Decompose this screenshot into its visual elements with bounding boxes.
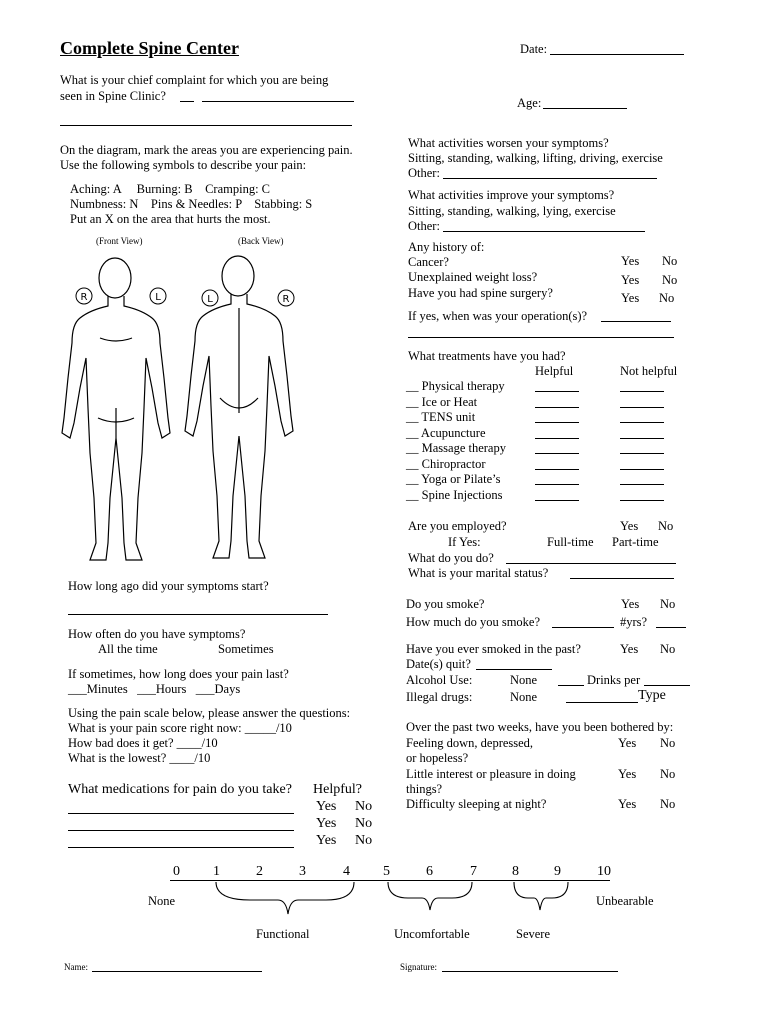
cancer-yes[interactable]: Yes bbox=[621, 254, 640, 268]
dates-quit-field[interactable] bbox=[476, 669, 552, 670]
weight-loss-q: Unexplained weight loss? bbox=[408, 270, 538, 284]
treatment-not-helpful-field[interactable] bbox=[620, 453, 664, 454]
treatment-helpful-field[interactable] bbox=[535, 500, 579, 501]
little-interest-q2: things? bbox=[406, 782, 443, 796]
medication-field-1[interactable] bbox=[68, 813, 294, 814]
medications-q: What medications for pain do you take? bbox=[68, 782, 292, 797]
spine-surgery-no[interactable]: No bbox=[659, 291, 675, 305]
chief-complaint-field-2[interactable] bbox=[60, 125, 352, 126]
treatment-helpful-field[interactable] bbox=[535, 469, 579, 470]
feeling-down-q2: or hopeless? bbox=[406, 751, 469, 765]
back-body-figure bbox=[185, 256, 293, 558]
what-do-q: What do you do? bbox=[408, 551, 494, 565]
helpful-col-header: Helpful bbox=[535, 364, 574, 378]
duration-options[interactable]: ___Minutes ___Hours ___Days bbox=[68, 682, 241, 696]
age-field[interactable] bbox=[543, 108, 627, 109]
diagram-instruction-1: On the diagram, mark the areas you are experiencing pain. bbox=[60, 143, 353, 157]
age-label: Age: bbox=[517, 96, 542, 110]
scale-number[interactable]: 4 bbox=[343, 864, 350, 879]
drinks-per-label: Drinks per bbox=[587, 673, 641, 687]
employed-yes[interactable]: Yes bbox=[620, 519, 639, 533]
pain-worst-q[interactable]: How bad does it get? ____/10 bbox=[68, 736, 218, 750]
illegal-drugs-q: Illegal drugs: bbox=[406, 690, 473, 704]
sometimes-option[interactable]: Sometimes bbox=[218, 642, 274, 656]
med1-no[interactable]: No bbox=[355, 799, 373, 814]
improve-other-label: Other: bbox=[408, 219, 440, 233]
difficulty-sleep-q: Difficulty sleeping at night? bbox=[406, 797, 547, 811]
front-right-marker: R bbox=[80, 292, 88, 303]
symptoms-start-q: How long ago did your symptoms start? bbox=[68, 579, 269, 593]
date-field[interactable] bbox=[550, 54, 684, 55]
what-do-field[interactable] bbox=[506, 563, 676, 564]
medication-field-3[interactable] bbox=[68, 847, 294, 848]
alcohol-q: Alcohol Use: bbox=[406, 673, 473, 687]
spine-surgery-q: Have you had spine surgery? bbox=[408, 286, 553, 300]
med3-yes[interactable]: Yes bbox=[316, 833, 337, 848]
medications-helpful-header: Helpful? bbox=[313, 782, 362, 797]
scale-number[interactable]: 8 bbox=[512, 864, 519, 879]
front-left-marker: L bbox=[155, 292, 161, 303]
pain-scale-intro: Using the pain scale below, please answer the questions: bbox=[68, 706, 351, 720]
treatment-not-helpful-field[interactable] bbox=[620, 407, 664, 408]
treatment-not-helpful-field[interactable] bbox=[620, 469, 664, 470]
alcohol-drinks-field[interactable] bbox=[558, 685, 584, 686]
pain-lowest-q[interactable]: What is the lowest? ____/10 bbox=[68, 751, 211, 765]
pain-now-q[interactable]: What is your pain score right now: _____/10 bbox=[68, 721, 292, 735]
feeling-down-q1: Feeling down, depressed, bbox=[406, 736, 534, 750]
scale-number[interactable]: 0 bbox=[173, 864, 180, 879]
body-diagram[interactable] bbox=[60, 248, 370, 578]
improve-list[interactable]: Sitting, standing, walking, lying, exercise bbox=[408, 204, 616, 218]
weight-loss-no[interactable]: No bbox=[662, 273, 678, 287]
symbols-line-1: Aching: A Burning: B Cramping: C bbox=[70, 182, 271, 196]
smoke-q: Do you smoke? bbox=[406, 597, 485, 611]
cancer-q: Cancer? bbox=[408, 255, 449, 269]
chief-complaint-short-line[interactable] bbox=[180, 101, 194, 102]
how-often-q: How often do you have symptoms? bbox=[68, 627, 246, 641]
treatment-helpful-field[interactable] bbox=[535, 438, 579, 439]
two-weeks-q: Over the past two weeks, have you been bothered by: bbox=[406, 720, 674, 734]
treatment-helpful-field[interactable] bbox=[535, 391, 579, 392]
med3-no[interactable]: No bbox=[355, 833, 373, 848]
med2-yes[interactable]: Yes bbox=[316, 816, 337, 831]
treatment-item[interactable]: __ Yoga or Pilate’s bbox=[406, 472, 501, 486]
worsen-other-field[interactable] bbox=[443, 178, 657, 179]
scale-number[interactable]: 10 bbox=[597, 864, 611, 879]
marital-field[interactable] bbox=[570, 578, 674, 579]
treatment-helpful-field[interactable] bbox=[535, 422, 579, 423]
smoked-past-no[interactable]: No bbox=[660, 642, 676, 656]
back-right-marker: R bbox=[282, 294, 290, 305]
treatment-item[interactable]: __ Spine Injections bbox=[406, 487, 503, 502]
treatment-item[interactable]: __ Massage therapy bbox=[406, 441, 506, 455]
not-helpful-col-header: Not helpful bbox=[620, 364, 678, 378]
smoked-past-yes[interactable]: Yes bbox=[620, 642, 639, 656]
worsen-other-label: Other: bbox=[408, 166, 440, 180]
smoke-no[interactable]: No bbox=[660, 597, 676, 611]
operation-when-field[interactable] bbox=[601, 321, 671, 322]
scale-severe-label: Severe bbox=[516, 927, 551, 941]
difficulty-sleep-yes[interactable]: Yes bbox=[618, 797, 637, 811]
how-long-last-q: If sometimes, how long does your pain last? bbox=[68, 667, 289, 681]
if-yes-label: If Yes: bbox=[448, 535, 481, 549]
treatment-item[interactable]: __ Physical therapy bbox=[406, 379, 505, 393]
medication-field-2[interactable] bbox=[68, 830, 294, 831]
marital-q: What is your marital status? bbox=[408, 566, 549, 580]
chief-complaint-q1: What is your chief complaint for which you are being bbox=[60, 73, 329, 87]
treatment-not-helpful-field[interactable] bbox=[620, 422, 664, 423]
treatment-helpful-field[interactable] bbox=[535, 407, 579, 408]
employed-no[interactable]: No bbox=[658, 519, 674, 533]
spine-surgery-yes[interactable]: Yes bbox=[621, 291, 640, 305]
difficulty-sleep-no[interactable]: No bbox=[660, 797, 676, 811]
treatment-not-helpful-field[interactable] bbox=[620, 484, 664, 485]
treatment-item[interactable]: __ Ice or Heat bbox=[406, 394, 478, 409]
how-much-smoke-field[interactable] bbox=[552, 627, 614, 628]
treatment-item[interactable]: __ Chiropractor bbox=[406, 456, 486, 471]
back-view-label: (Back View) bbox=[238, 236, 284, 246]
treatment-helpful-field[interactable] bbox=[535, 453, 579, 454]
drinks-per-field[interactable] bbox=[644, 685, 690, 686]
improve-q: What activities improve your symptoms? bbox=[408, 188, 615, 202]
years-smoked-field[interactable] bbox=[656, 627, 686, 628]
date-label: Date: bbox=[520, 42, 548, 56]
diagram-instruction-2: Use the following symbols to describe your pain: bbox=[60, 158, 307, 172]
scale-number[interactable]: 1 bbox=[213, 864, 220, 879]
chief-complaint-field[interactable] bbox=[202, 101, 354, 102]
scale-number[interactable]: 5 bbox=[383, 864, 390, 879]
how-much-smoke-q: How much do you smoke? bbox=[406, 615, 541, 629]
treatment-not-helpful-field[interactable] bbox=[620, 391, 664, 392]
scale-number[interactable]: 2 bbox=[256, 864, 263, 879]
treatment-item[interactable]: __ TENS unit bbox=[406, 410, 476, 424]
name-field[interactable] bbox=[92, 971, 262, 972]
feeling-down-no[interactable]: No bbox=[660, 736, 676, 750]
history-q: Any history of: bbox=[408, 240, 485, 254]
scale-uncomfortable-label: Uncomfortable bbox=[394, 927, 470, 941]
full-time-option[interactable]: Full-time bbox=[547, 535, 594, 549]
symbols-line-3: Put an X on the area that hurts the most. bbox=[70, 212, 271, 226]
treatment-not-helpful-field[interactable] bbox=[620, 438, 664, 439]
scale-none-label: None bbox=[148, 894, 176, 908]
years-smoked-label: #yrs? bbox=[620, 615, 648, 629]
scale-number[interactable]: 9 bbox=[554, 864, 561, 879]
operation-when-field-2[interactable] bbox=[408, 337, 674, 338]
treatments-q: What treatments have you had? bbox=[408, 349, 566, 363]
scale-number[interactable]: 3 bbox=[299, 864, 306, 879]
improve-other-field[interactable] bbox=[443, 231, 645, 232]
little-interest-no[interactable]: No bbox=[660, 767, 676, 781]
worsen-list[interactable]: Sitting, standing, walking, lifting, driving, exercise bbox=[408, 151, 663, 165]
illegal-drugs-type-field[interactable] bbox=[566, 702, 638, 703]
little-interest-yes[interactable]: Yes bbox=[618, 767, 637, 781]
alcohol-none[interactable]: None bbox=[510, 673, 538, 687]
part-time-option[interactable]: Part-time bbox=[612, 535, 659, 549]
drug-type-label: Type bbox=[638, 688, 666, 703]
worsen-q: What activities worsen your symptoms? bbox=[408, 136, 609, 150]
illegal-drugs-none[interactable]: None bbox=[510, 690, 538, 704]
scale-functional-label: Functional bbox=[256, 927, 310, 941]
symbols-line-2: Numbness: N Pins & Needles: P Stabbing: S bbox=[70, 197, 313, 211]
scale-unbearable-label: Unbearable bbox=[596, 894, 654, 908]
pain-scale-braces bbox=[150, 880, 590, 920]
scale-number[interactable]: 6 bbox=[426, 864, 433, 879]
all-the-time-option[interactable]: All the time bbox=[98, 642, 158, 656]
cancer-no[interactable]: No bbox=[662, 254, 678, 268]
back-left-marker: L bbox=[207, 294, 213, 305]
chief-complaint-q2: seen in Spine Clinic? bbox=[60, 89, 166, 103]
treatment-item[interactable]: __ Acupuncture bbox=[406, 425, 486, 440]
name-label: Name: bbox=[64, 962, 88, 972]
scale-number[interactable]: 7 bbox=[470, 864, 477, 879]
employed-q: Are you employed? bbox=[408, 519, 507, 533]
treatment-helpful-field[interactable] bbox=[535, 484, 579, 485]
med1-yes[interactable]: Yes bbox=[316, 799, 337, 814]
dates-quit-q: Date(s) quit? bbox=[406, 657, 471, 671]
little-interest-q1: Little interest or pleasure in doing bbox=[406, 767, 576, 781]
smoked-past-q: Have you ever smoked in the past? bbox=[406, 642, 581, 656]
smoke-yes[interactable]: Yes bbox=[621, 597, 640, 611]
operation-when-q: If yes, when was your operation(s)? bbox=[408, 309, 588, 323]
signature-field[interactable] bbox=[442, 971, 618, 972]
treatment-not-helpful-field[interactable] bbox=[620, 500, 664, 501]
front-view-label: (Front View) bbox=[96, 236, 143, 246]
symptoms-start-field[interactable] bbox=[68, 614, 328, 615]
signature-label: Signature: bbox=[400, 962, 437, 972]
weight-loss-yes[interactable]: Yes bbox=[621, 273, 640, 287]
feeling-down-yes[interactable]: Yes bbox=[618, 736, 637, 750]
med2-no[interactable]: No bbox=[355, 816, 373, 831]
form-title: Complete Spine Center bbox=[60, 38, 239, 58]
